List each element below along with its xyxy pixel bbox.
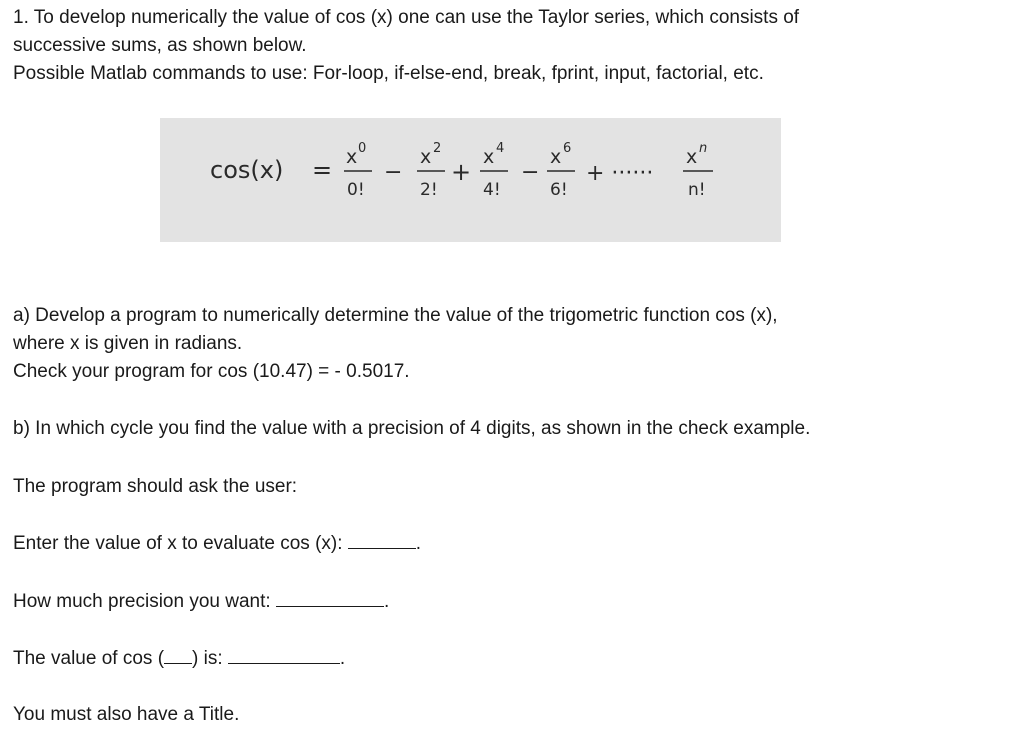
term-3-numerator: x [550,146,562,168]
term-1-denominator: 2! [420,180,438,200]
enter-x-period: . [415,533,422,554]
term-3-exponent: 6 [563,141,572,156]
part-b-question: b) In which cycle you find the value with a precision of 4 digits, as shown in the check example. [13,418,811,439]
term-0-denominator: 0! [347,180,365,200]
precision-blank [276,588,384,607]
prompt-value-of-cos [13,645,345,673]
taylor-series-formula [160,118,781,242]
term-n-denominator: n! [688,180,706,200]
value-prefix: The value of cos ( [13,648,165,669]
term-3-denominator: 6! [550,180,568,200]
prompt-enter-x-label: Enter the value of x to evaluate cos (x): [13,533,343,554]
title-note: You must also have a Title. [13,704,240,725]
part-a-line-3: Check your program for cos (10.47) = - 0.5017. [13,361,410,382]
prompt-precision-label: How much precision you want: [13,591,271,612]
term-2-exponent: 4 [496,141,505,156]
formula-continuation: + ······ [586,161,654,186]
term-1-numerator: x [420,146,432,168]
intro-line-1: 1. To develop numerically the value of cos (x) one can use the Taylor series, which consists of [13,7,800,28]
part-a-line-1: a) Develop a program to numerically determine the value of the trigometric function cos (x), [13,305,778,326]
precision-period: . [383,591,390,612]
term-n-exponent: n [699,141,708,156]
prompt-enter-x [13,530,421,558]
prompt-precision [13,588,389,616]
formula-lhs: cos(x) [210,156,284,184]
term-3-sign: − [521,160,540,185]
prompts-intro: The program should ask the user: [13,476,298,497]
term-2-sign: + [451,158,472,186]
term-1-sign: − [384,160,403,185]
term-0-numerator: x [346,146,358,168]
term-2-numerator: x [483,146,495,168]
term-n-numerator: x [686,146,698,168]
value-suffix: ) is: [192,648,223,669]
value-period: . [339,648,346,669]
formula-equals: = [312,156,333,184]
term-2-denominator: 4! [483,180,501,200]
term-0-exponent: 0 [358,141,367,156]
term-1-exponent: 2 [433,141,442,156]
intro-line-3: Possible Matlab commands to use: For-loop, if-else-end, break, fprint, input, factorial, etc. [13,63,764,84]
enter-x-blank [348,530,416,549]
value-x-blank [164,645,192,664]
value-result-blank [228,645,340,664]
part-a-line-2: where x is given in radians. [13,333,243,354]
intro-line-2: successive sums, as shown below. [13,35,307,56]
